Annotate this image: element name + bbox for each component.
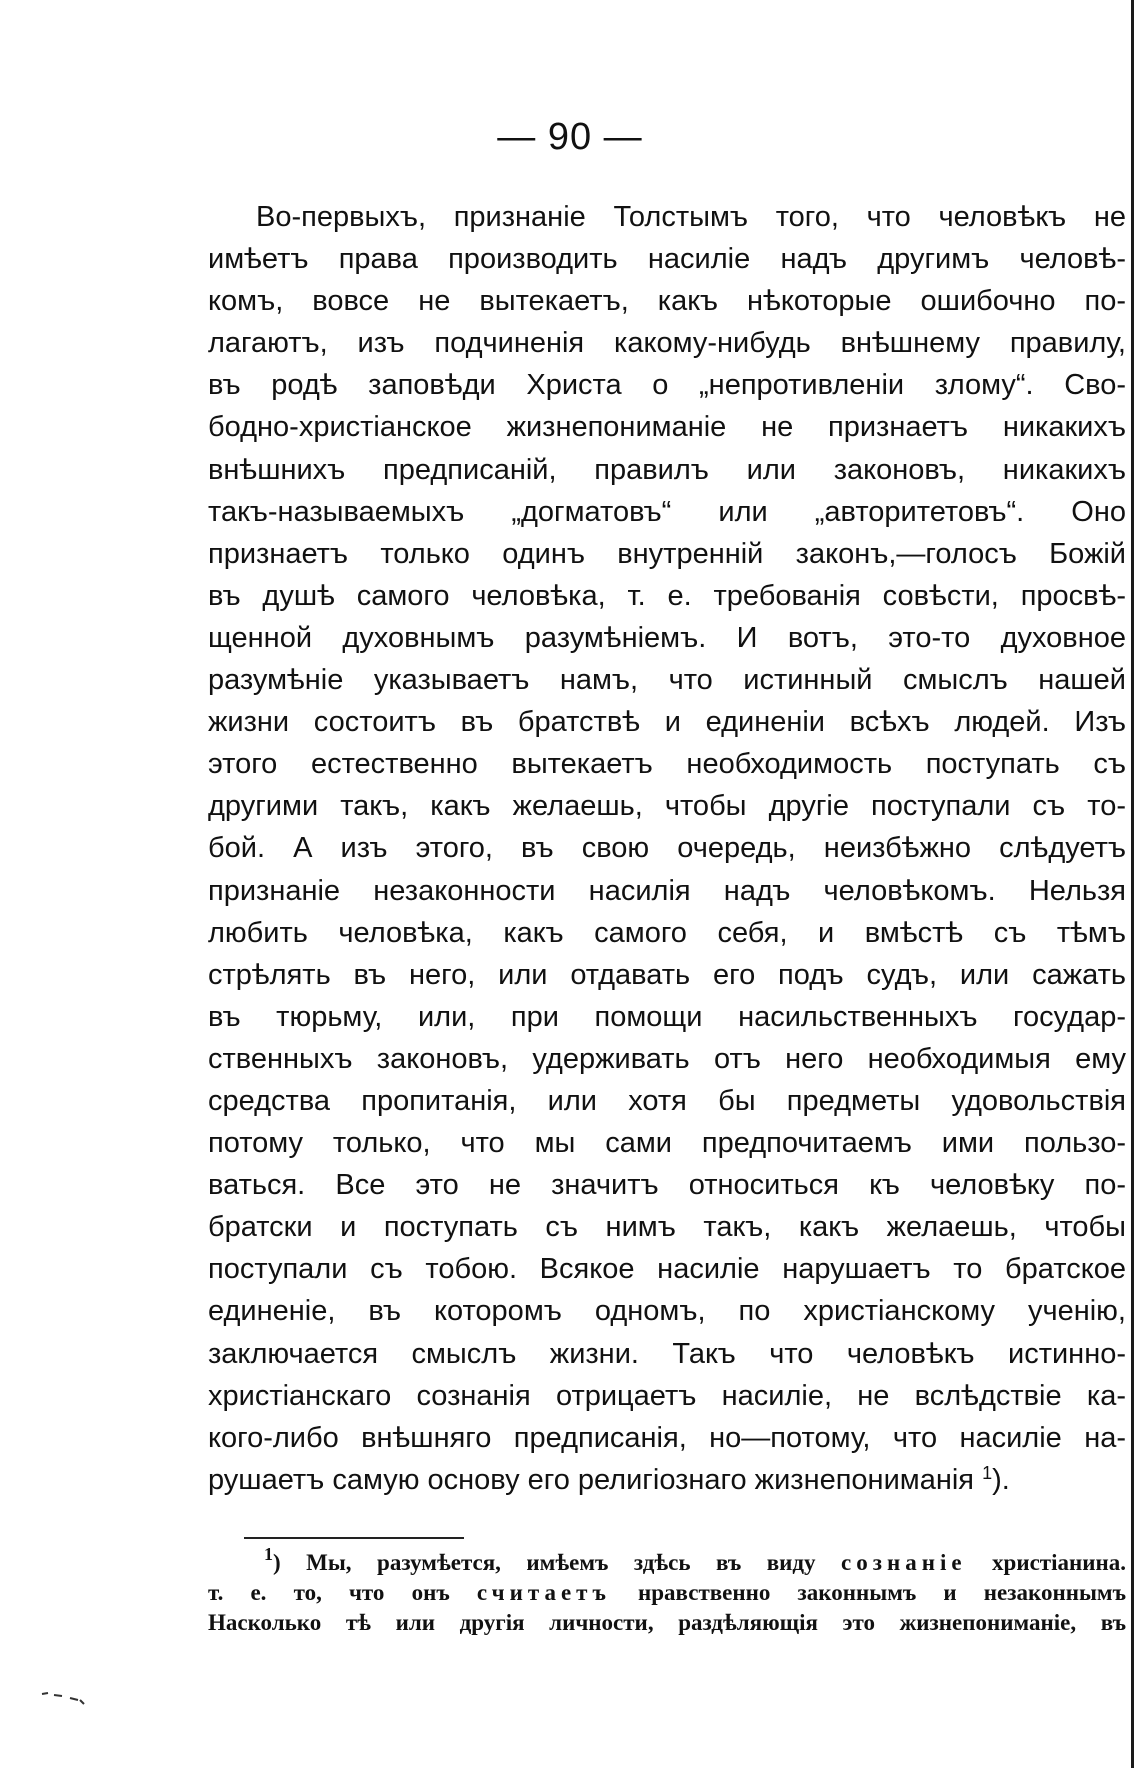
- text-line: средства пропитанія, или хотя бы предметы удовольствія: [208, 1084, 1126, 1117]
- footnote-line: Насколько тѣ или другія личности, раздѣляющія это жизнепониманіе, въ: [208, 1610, 1126, 1635]
- footnote-marker: 1: [264, 1544, 273, 1564]
- text-line: имѣетъ права производить насиліе надъ другимъ человѣ-: [208, 243, 1126, 276]
- footnote-reference: 1: [982, 1462, 993, 1483]
- text-line: признаетъ только одинъ внутренній законъ,—голосъ Божій: [208, 537, 1126, 570]
- text-line: признаніе незаконности насилія надъ человѣкомъ. Нельзя: [208, 874, 1126, 907]
- text-line: единеніе, въ которомъ одномъ, по христіанскому ученію,: [208, 1295, 1126, 1328]
- text-line: бой. А изъ этого, въ свою очередь, неизбѣжно слѣдуетъ: [208, 832, 1126, 865]
- scan-speck-mark: [40, 1690, 100, 1706]
- text-line: потому только, что мы сами предпочитаемъ ими пользо-: [208, 1127, 1126, 1160]
- text-line: рушаетъ самую основу его религіознаго жизнепониманія: [208, 1463, 974, 1496]
- footnote-text: ) Мы, разумѣется, имѣемъ здѣсь въ виду: [273, 1550, 842, 1575]
- text-line-last: [208, 1459, 1126, 1501]
- text-line: лагаютъ, изъ подчиненія какому-нибудь внѣшнему правилу,: [208, 327, 1126, 360]
- footnote-reference-close: ).: [992, 1463, 1010, 1496]
- text-line: въ родѣ заповѣди Христа о „непротивленіи злому“. Сво-: [208, 369, 1126, 402]
- text-line: заключается смыслъ жизни. Такъ что человѣкъ истинно-: [208, 1337, 1126, 1370]
- footnote-line: [208, 1578, 1126, 1608]
- footnote: [208, 1544, 1126, 1638]
- text-line: такъ-называемыхъ „догматовъ“ или „авторитетовъ“. Оно: [208, 495, 1126, 528]
- footnote-spaced-word: сознаніе: [841, 1550, 967, 1575]
- footnote-text: т. е. то, что онъ: [208, 1580, 477, 1605]
- main-paragraph: [208, 196, 1126, 1501]
- text-line: любить человѣка, какъ самого себя, и вмѣстѣ съ тѣмъ: [208, 916, 1126, 949]
- text-line: стрѣлять въ него, или отдавать его подъ судъ, или сажать: [208, 958, 1126, 991]
- footnote-text: нравственно законнымъ и незаконнымъ: [610, 1580, 1126, 1605]
- text-line: Во-первыхъ, признаніе Толстымъ того, что человѣкъ не: [256, 201, 1126, 233]
- page-number: — 90 —: [497, 116, 643, 158]
- text-line: кого-либо внѣшняго предписанія, но—потому, что насиліе на-: [208, 1421, 1126, 1454]
- text-line: комъ, вовсе не вытекаетъ, какъ нѣкоторые ошибочно по-: [208, 285, 1126, 318]
- text-line: въ душѣ самого человѣка, т. е. требованія совѣсти, просвѣ-: [208, 579, 1126, 612]
- text-line: въ тюрьму, или, при помощи насильственныхъ государ-: [208, 1000, 1126, 1033]
- footnote-divider: [244, 1537, 464, 1539]
- text-line: внѣшнихъ предписаній, правилъ или законовъ, никакихъ: [208, 453, 1126, 486]
- text-line: щенной духовнымъ разумѣніемъ. И вотъ, это-то духовное: [208, 621, 1126, 654]
- footnote-line: [208, 1544, 1126, 1578]
- text-line: разумѣніе указываетъ намъ, что истинный смыслъ нашей: [208, 664, 1126, 697]
- page-edge-line: [1131, 0, 1134, 1768]
- text-line: братски и поступать съ нимъ такъ, какъ желаешь, чтобы: [208, 1211, 1126, 1244]
- text-line: этого естественно вытекаетъ необходимость поступать съ: [208, 748, 1126, 781]
- text-line: христіанскаго сознанія отрицаетъ насиліе, не вслѣдствіе ка-: [208, 1379, 1126, 1412]
- footnote-text: христіанина.: [966, 1550, 1126, 1575]
- text-line: бодно-христіанское жизнепониманіе не признаетъ никакихъ: [208, 411, 1126, 444]
- text-line: ваться. Все это не значитъ относиться къ человѣку по-: [208, 1169, 1126, 1202]
- text-line: поступали съ тобою. Всякое насиліе нарушаетъ то братское: [208, 1253, 1126, 1286]
- footnote-spaced-word: считаетъ: [476, 1580, 611, 1605]
- text-line: жизни состоитъ въ братствѣ и единеніи всѣхъ людей. Изъ: [208, 706, 1126, 739]
- text-line: другими такъ, какъ желаешь, чтобы другіе поступали съ то-: [208, 790, 1126, 823]
- text-line: ственныхъ законовъ, удерживать отъ него необходимыя ему: [208, 1042, 1126, 1075]
